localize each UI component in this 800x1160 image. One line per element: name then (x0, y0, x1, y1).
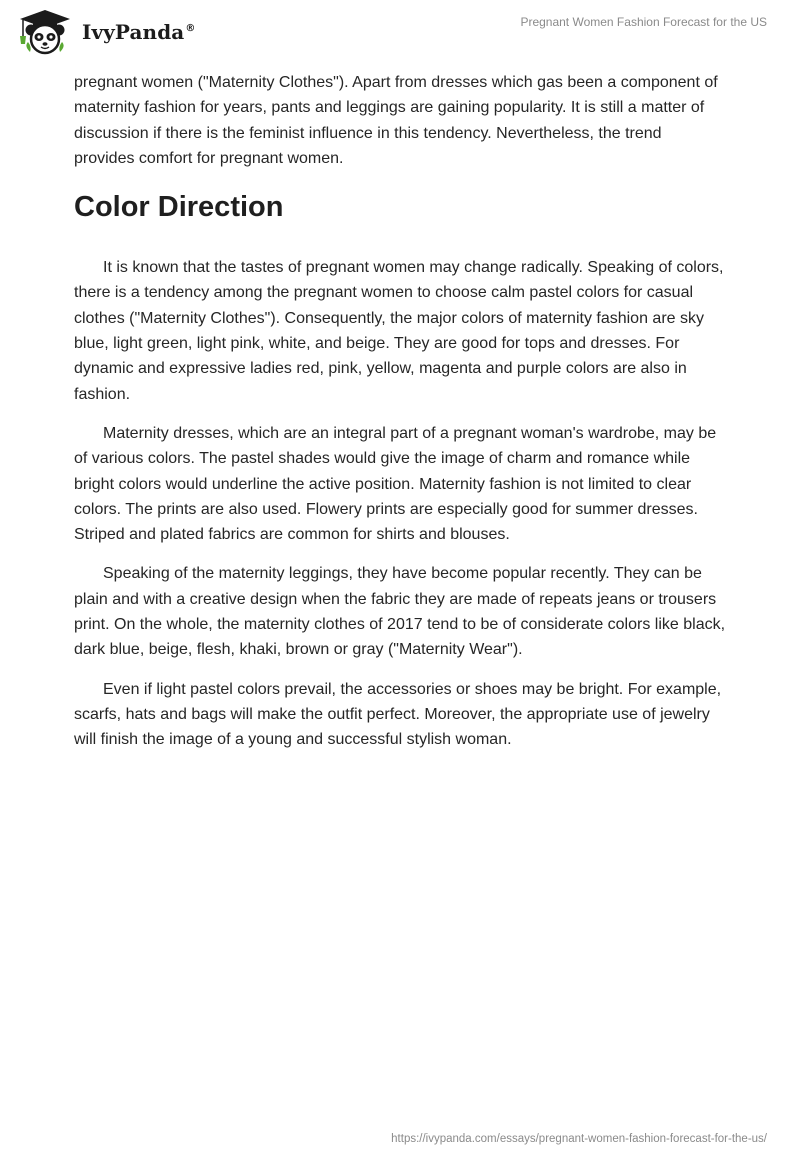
source-url[interactable]: https://ivypanda.com/essays/pregnant-women-fashion-forecast-for-the-us/ (391, 1133, 767, 1145)
registered-mark: ® (185, 23, 196, 35)
ivypanda-logo[interactable] (14, 6, 195, 56)
body-paragraph: Even if light pastel colors prevail, the accessories or shoes may be bright. For example, scarfs, hats and bags will make the outfit perfect. Moreover, the appropriate use of jewelry will finish the image of a young and successful stylish woman. (74, 680, 722, 749)
document-title: Pregnant Women Fashion Forecast for the US (520, 15, 767, 29)
body-paragraph: Speaking of the maternity leggings, they have become popular recently. They can be plain and with a creative design when the fabric they are made of repeats jeans or trousers print. On the whole, the maternity clothes of 2017 tend to be of considerate colors like black, dark blue, beige, flesh, khaki, brown or gray ("Maternity Wear"). (74, 565, 726, 659)
body-paragraph: It is known that the tastes of pregnant women may change radically. Speaking of colors, there is a tendency among the pregnant women to choose calm pastel colors for casual clothes ("Maternity Clothes"). Consequently, the major colors of maternity fashion are sky blue, light green, light pink, white, and beige. They are good for tops and dresses. For dynamic and expressive ladies red, pink, yellow, magenta and purple colors are also in fashion. (74, 259, 724, 403)
logo-wordmark: IvyPanda® (82, 20, 196, 44)
body-paragraph: Maternity dresses, which are an integral part of a pregnant woman's wardrobe, may be of various colors. The pastel shades would give the image of charm and romance while bright colors would underline the active position. Maternity fashion is not limited to clear colors. The prints are also used. Flowery prints are especially good for summer dresses. Striped and plated fabrics are common for shirts and blouses. (74, 424, 717, 544)
panda-graduate-icon (14, 6, 76, 56)
page-header (0, 0, 800, 64)
intro-paragraph: pregnant women ("Maternity Clothes"). Apart from dresses which gas been a component of maternity fashion for years, pants and leggings are gaining popularity. It is still a matter of discussion if there is the feminist influence in this tendency. Nevertheless, the trend provides comfort for pregnant women. (74, 74, 718, 167)
section-heading: Color Direction (74, 191, 284, 224)
essay-body (74, 70, 726, 767)
